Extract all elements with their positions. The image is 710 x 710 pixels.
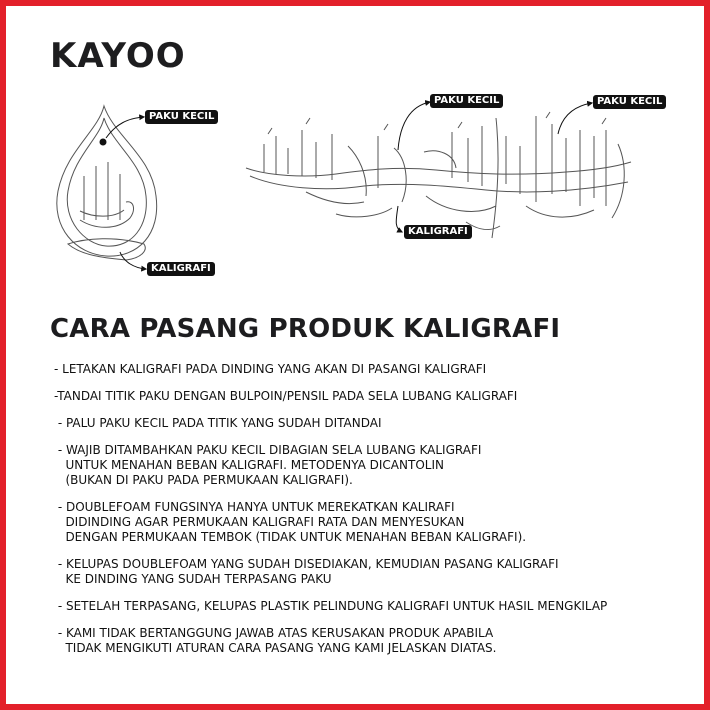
curved-arrow-icon <box>106 117 144 138</box>
step-line: - KAMI TIDAK BERTANGGUNG JAWAB ATAS KERUSAKAN PRODUK APABILA <box>54 626 494 640</box>
step-item <box>54 416 664 431</box>
installation-steps <box>54 362 664 668</box>
label-kaligrafi-left: KALIGRAFI <box>147 262 215 276</box>
step-line: - DOUBLEFOAM FUNGSINYA HANYA UNTUK MEREKATKAN KALIRAFI <box>54 500 455 514</box>
step-line: - PALU PAKU KECIL PADA TITIK YANG SUDAH DITANDAI <box>54 416 382 430</box>
curved-arrow-icon <box>558 103 592 134</box>
curved-arrow-icon <box>398 102 430 150</box>
shahada-calligraphy-icon <box>246 112 631 238</box>
step-item <box>54 557 664 587</box>
label-paku-kecil-right-2: PAKU KECIL <box>593 95 666 109</box>
step-line: - SETELAH TERPASANG, KELUPAS PLASTIK PELINDUNG KALIGRAFI UNTUK HASIL MENGKILAP <box>54 599 608 613</box>
step-item <box>54 500 664 545</box>
label-kaligrafi-right: KALIGRAFI <box>404 225 472 239</box>
step-item <box>54 599 664 614</box>
step-line: DIDINDING AGAR PERMUKAAN KALIGRAFI RATA DAN MENYESUKAN <box>54 515 465 529</box>
step-line: -TANDAI TITIK PAKU DENGAN BULPOIN/PENSIL PADA SELA LUBANG KALIGRAFI <box>54 389 518 403</box>
step-item <box>54 362 664 377</box>
curved-arrow-icon <box>396 206 402 232</box>
step-item <box>54 443 664 488</box>
brand-logo: KAYOO <box>50 36 186 76</box>
installation-illustration <box>6 6 710 306</box>
label-paku-kecil-right-1: PAKU KECIL <box>430 94 503 108</box>
step-line: DENGAN PERMUKAAN TEMBOK (TIDAK UNTUK MENAHAN BEBAN KALIGRAFI). <box>54 530 527 544</box>
nail-dot-icon <box>100 139 107 146</box>
drop-shaped-allah-calligraphy-icon <box>57 106 157 260</box>
label-paku-kecil-left: PAKU KECIL <box>145 110 218 124</box>
step-line: - KELUPAS DOUBLEFOAM YANG SUDAH DISEDIAKAN, KEMUDIAN PASANG KALIGRAFI <box>54 557 559 571</box>
step-line: - LETAKAN KALIGRAFI PADA DINDING YANG AKAN DI PASANGI KALIGRAFI <box>54 362 487 376</box>
step-line: UNTUK MENAHAN BEBAN KALIGRAFI. METODENYA DICANTOLIN <box>54 458 444 472</box>
page-title: CARA PASANG PRODUK KALIGRAFI <box>50 314 561 344</box>
step-line: KE DINDING YANG SUDAH TERPASANG PAKU <box>54 572 332 586</box>
step-line: TIDAK MENGIKUTI ATURAN CARA PASANG YANG KAMI JELASKAN DIATAS. <box>54 641 497 655</box>
step-item <box>54 626 664 656</box>
step-item <box>54 389 664 404</box>
step-line: - WAJIB DITAMBAHKAN PAKU KECIL DIBAGIAN SELA LUBANG KALIGRAFI <box>54 443 482 457</box>
step-line: (BUKAN DI PAKU PADA PERMUKAAN KALIGRAFI). <box>54 473 353 487</box>
